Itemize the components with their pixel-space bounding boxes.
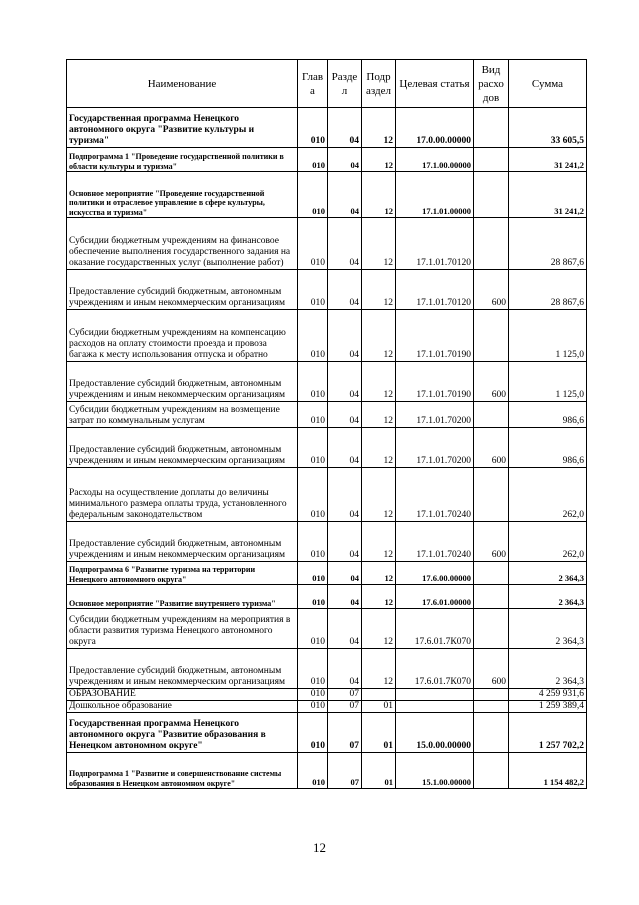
- header-sum: Сумма: [509, 60, 587, 108]
- header-type: Вид расхо дов: [474, 60, 509, 108]
- row-name: Предоставление субсидий бюджетным, автономным учреждениям и иным некоммерческим организациям: [67, 270, 298, 310]
- row-section: 04: [328, 585, 362, 609]
- row-subsection: 12: [362, 362, 396, 402]
- table-row: [67, 172, 587, 218]
- row-section: 07: [328, 689, 362, 701]
- page-number: 12: [313, 840, 326, 855]
- table-row: [67, 562, 587, 585]
- row-name: Предоставление субсидий бюджетным, автономным учреждениям и иным некоммерческим организациям: [67, 362, 298, 402]
- row-name: Основное мероприятие "Развитие внутреннего туризма": [67, 585, 298, 609]
- row-chapter: 010: [298, 649, 328, 689]
- row-target: 17.6.01.7К070: [396, 649, 474, 689]
- table-row: [67, 310, 587, 362]
- row-sum: 31 241,2: [509, 172, 587, 218]
- row-type: [474, 310, 509, 362]
- row-name: Государственная программа Ненецкого автономного округа "Развитие образования в Ненецком автономном округе": [67, 713, 298, 753]
- row-name: Субсидии бюджетным учреждениям на компенсацию расходов на оплату стоимости проезда и провоза багажа к месту использования отпуска и обратно: [67, 310, 298, 362]
- row-subsection: 01: [362, 713, 396, 753]
- row-chapter: 010: [298, 701, 328, 713]
- row-subsection: 12: [362, 428, 396, 468]
- row-type: [474, 609, 509, 649]
- row-name: Субсидии бюджетным учреждениям на мероприятия в области развития туризма Ненецкого автономного округа: [67, 609, 298, 649]
- row-sum: 2 364,3: [509, 585, 587, 609]
- row-section: 07: [328, 713, 362, 753]
- row-type: 600: [474, 362, 509, 402]
- row-name: ОБРАЗОВАНИЕ: [67, 689, 298, 701]
- row-name: Государственная программа Ненецкого автономного округа "Развитие культуры и туризма": [67, 108, 298, 148]
- row-subsection: [362, 689, 396, 701]
- row-type: [474, 689, 509, 701]
- row-subsection: 12: [362, 148, 396, 172]
- row-subsection: 12: [362, 562, 396, 585]
- row-chapter: 010: [298, 585, 328, 609]
- row-subsection: 12: [362, 468, 396, 522]
- row-sum: 986,6: [509, 402, 587, 428]
- row-type: 600: [474, 649, 509, 689]
- row-chapter: 010: [298, 609, 328, 649]
- row-type: [474, 468, 509, 522]
- table-row: [67, 428, 587, 468]
- row-chapter: 010: [298, 218, 328, 270]
- table-row: [67, 468, 587, 522]
- row-subsection: 12: [362, 218, 396, 270]
- row-target: [396, 701, 474, 713]
- row-chapter: 010: [298, 270, 328, 310]
- row-section: 04: [328, 522, 362, 562]
- row-name: Предоставление субсидий бюджетным, автономным учреждениям и иным некоммерческим организациям: [67, 428, 298, 468]
- table-row: [67, 108, 587, 148]
- row-type: 600: [474, 428, 509, 468]
- row-section: 04: [328, 609, 362, 649]
- row-name: Подпрограмма 6 "Развитие туризма на территории Ненецкого автономного округа": [67, 562, 298, 585]
- row-chapter: 010: [298, 148, 328, 172]
- header-section: Разде л: [328, 60, 362, 108]
- table-row: [67, 270, 587, 310]
- row-name: Предоставление субсидий бюджетным, автономным учреждениям и иным некоммерческим организациям: [67, 649, 298, 689]
- row-type: 600: [474, 270, 509, 310]
- row-chapter: 010: [298, 310, 328, 362]
- row-subsection: 12: [362, 108, 396, 148]
- row-type: [474, 402, 509, 428]
- row-sum: 262,0: [509, 522, 587, 562]
- header-name: Наименование: [67, 60, 298, 108]
- row-type: [474, 218, 509, 270]
- row-target: 17.0.00.00000: [396, 108, 474, 148]
- row-target: 17.1.00.00000: [396, 148, 474, 172]
- row-section: 04: [328, 270, 362, 310]
- table-row: [67, 148, 587, 172]
- row-type: [474, 172, 509, 218]
- row-chapter: 010: [298, 108, 328, 148]
- row-target: 15.0.00.00000: [396, 713, 474, 753]
- table-header-row: [67, 60, 587, 108]
- row-subsection: 12: [362, 585, 396, 609]
- row-section: 04: [328, 649, 362, 689]
- row-name: Предоставление субсидий бюджетным, автономным учреждениям и иным некоммерческим организациям: [67, 522, 298, 562]
- row-chapter: 010: [298, 428, 328, 468]
- row-type: [474, 148, 509, 172]
- row-sum: 986,6: [509, 428, 587, 468]
- row-name: Субсидии бюджетным учреждениям на финансовое обеспечение выполнения государственного задания на оказание государственных услуг (выполнение работ): [67, 218, 298, 270]
- row-section: 04: [328, 108, 362, 148]
- table-row: [67, 649, 587, 689]
- row-target: 17.6.00.00000: [396, 562, 474, 585]
- row-section: 04: [328, 402, 362, 428]
- table-row: [67, 753, 587, 789]
- row-sum: 1 259 389,4: [509, 701, 587, 713]
- row-target: 17.1.01.70240: [396, 468, 474, 522]
- row-type: [474, 562, 509, 585]
- row-sum: 1 154 482,2: [509, 753, 587, 789]
- row-chapter: 010: [298, 172, 328, 218]
- table-row: [67, 689, 587, 701]
- row-section: 04: [328, 218, 362, 270]
- row-sum: 31 241,2: [509, 148, 587, 172]
- row-target: 17.1.01.70120: [396, 270, 474, 310]
- row-name: Подпрограмма 1 "Развитие и совершенствование системы образования в Ненецком автономном округе": [67, 753, 298, 789]
- row-target: 17.1.01.70190: [396, 310, 474, 362]
- row-target: 15.1.00.00000: [396, 753, 474, 789]
- row-target: 17.1.01.70240: [396, 522, 474, 562]
- row-name: Расходы на осуществление доплаты до величины минимального размера оплаты труда, установленного федеральным законодательством: [67, 468, 298, 522]
- table-row: [67, 609, 587, 649]
- row-subsection: 12: [362, 402, 396, 428]
- row-type: [474, 701, 509, 713]
- header-subsection: Подр аздел: [362, 60, 396, 108]
- row-chapter: 010: [298, 689, 328, 701]
- row-sum: 4 259 931,6: [509, 689, 587, 701]
- table-row: [67, 701, 587, 713]
- table-row: [67, 218, 587, 270]
- row-section: 07: [328, 753, 362, 789]
- row-subsection: 01: [362, 701, 396, 713]
- row-chapter: 010: [298, 468, 328, 522]
- row-type: [474, 753, 509, 789]
- row-chapter: 010: [298, 522, 328, 562]
- table-row: [67, 713, 587, 753]
- row-sum: 2 364,3: [509, 609, 587, 649]
- row-chapter: 010: [298, 753, 328, 789]
- row-target: 17.1.01.70190: [396, 362, 474, 402]
- row-type: [474, 108, 509, 148]
- row-chapter: 010: [298, 562, 328, 585]
- row-sum: 262,0: [509, 468, 587, 522]
- row-target: 17.6.01.7К070: [396, 609, 474, 649]
- budget-table: [66, 59, 587, 789]
- row-target: 17.6.01.00000: [396, 585, 474, 609]
- row-target: 17.1.01.70200: [396, 428, 474, 468]
- row-subsection: 12: [362, 310, 396, 362]
- row-chapter: 010: [298, 713, 328, 753]
- row-section: 04: [328, 468, 362, 522]
- row-subsection: 12: [362, 522, 396, 562]
- row-section: 04: [328, 172, 362, 218]
- row-target: 17.1.01.70120: [396, 218, 474, 270]
- row-target: 17.1.01.70200: [396, 402, 474, 428]
- table-row: [67, 522, 587, 562]
- row-sum: 28 867,6: [509, 270, 587, 310]
- row-subsection: 12: [362, 649, 396, 689]
- row-name: Дошкольное образование: [67, 701, 298, 713]
- table-row: [67, 362, 587, 402]
- row-subsection: 12: [362, 172, 396, 218]
- row-type: 600: [474, 522, 509, 562]
- row-sum: 1 257 702,2: [509, 713, 587, 753]
- row-subsection: 12: [362, 609, 396, 649]
- row-subsection: 01: [362, 753, 396, 789]
- table-row: [67, 402, 587, 428]
- row-subsection: 12: [362, 270, 396, 310]
- table-row: [67, 585, 587, 609]
- row-section: 04: [328, 562, 362, 585]
- row-type: [474, 585, 509, 609]
- row-chapter: 010: [298, 402, 328, 428]
- row-name: Субсидии бюджетным учреждениям на возмещение затрат по коммунальным услугам: [67, 402, 298, 428]
- row-name: Основное мероприятие "Проведение государственной политики и отраслевое управление в сфере культуры, искусства и туризма": [67, 172, 298, 218]
- row-section: 04: [328, 310, 362, 362]
- row-section: 07: [328, 701, 362, 713]
- row-sum: 33 605,5: [509, 108, 587, 148]
- row-type: [474, 713, 509, 753]
- header-target: Целевая статья: [396, 60, 474, 108]
- header-chapter: Глав а: [298, 60, 328, 108]
- row-sum: 2 364,3: [509, 562, 587, 585]
- row-sum: 1 125,0: [509, 362, 587, 402]
- row-sum: 2 364,3: [509, 649, 587, 689]
- row-name: Подпрограмма 1 "Проведение государственной политики в области культуры и туризма": [67, 148, 298, 172]
- row-sum: 28 867,6: [509, 218, 587, 270]
- row-chapter: 010: [298, 362, 328, 402]
- row-target: 17.1.01.00000: [396, 172, 474, 218]
- row-target: [396, 689, 474, 701]
- row-section: 04: [328, 362, 362, 402]
- row-section: 04: [328, 148, 362, 172]
- row-section: 04: [328, 428, 362, 468]
- row-sum: 1 125,0: [509, 310, 587, 362]
